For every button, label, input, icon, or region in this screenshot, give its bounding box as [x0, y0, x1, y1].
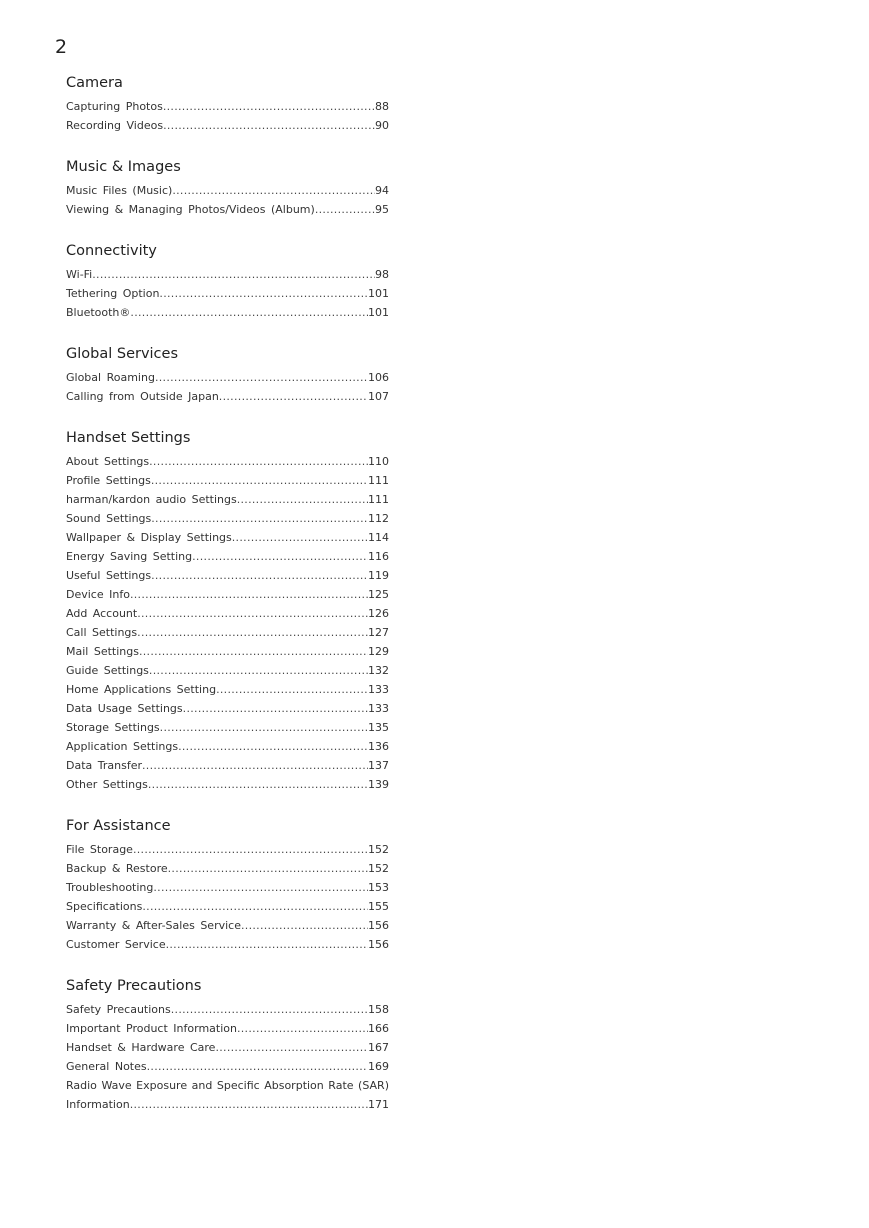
toc-section	[66, 157, 389, 219]
toc-entry[interactable]	[66, 756, 389, 775]
dot-leader	[130, 303, 368, 322]
dot-leader	[159, 284, 368, 303]
dot-leader	[168, 859, 368, 878]
section-heading: Handset Settings	[66, 430, 191, 446]
section-heading: Connectivity	[66, 243, 157, 259]
toc-entry-title: Home Applications Setting	[66, 683, 217, 696]
dot-leader	[216, 680, 368, 699]
page-number: 2	[55, 36, 68, 58]
dot-leader	[142, 897, 368, 916]
dot-leader	[166, 935, 368, 954]
toc-entry-page-number: 156	[368, 919, 389, 932]
toc-entry-page-number: 95	[375, 203, 389, 216]
toc-entry-page-number: 112	[368, 512, 389, 525]
toc-entry-page-number: 156	[368, 938, 389, 951]
toc-entry-page-number: 110	[368, 455, 389, 468]
toc-entry-page-number: 158	[368, 1003, 389, 1016]
toc-entry-title: Bluetooth®	[66, 306, 131, 319]
toc-entry[interactable]	[66, 1095, 389, 1114]
toc-entry[interactable]	[66, 585, 389, 604]
toc-entry-page-number: 111	[368, 474, 389, 487]
toc-entry-title: Troubleshooting	[66, 881, 154, 894]
toc-entry-page-number: 136	[368, 740, 389, 753]
dot-leader	[237, 490, 368, 509]
toc-entry[interactable]	[66, 368, 389, 387]
toc-entry[interactable]	[66, 490, 389, 509]
toc-entry-title: Energy Saving Setting	[66, 550, 193, 563]
toc-entry-page-number: 127	[368, 626, 389, 639]
toc-entry-title: File Storage	[66, 843, 133, 856]
toc-entry-title: Mail Settings	[66, 645, 139, 658]
toc-entry-title: Useful Settings	[66, 569, 152, 582]
toc-entry[interactable]	[66, 200, 389, 219]
toc-entry[interactable]	[66, 452, 389, 471]
toc-section	[66, 428, 389, 794]
dot-leader	[137, 604, 368, 623]
dot-leader	[160, 718, 368, 737]
dot-leader	[149, 661, 368, 680]
toc-entry-page-number: 111	[368, 493, 389, 506]
toc-entry-title: Profile Settings	[66, 474, 151, 487]
toc-entry-page-number: 101	[368, 306, 389, 319]
toc-entry-title: Important Product Information	[66, 1022, 237, 1035]
toc-entry-page-number: 155	[368, 900, 389, 913]
dot-leader	[153, 878, 368, 897]
toc-entry-page-number: 132	[368, 664, 389, 677]
toc-entry[interactable]	[66, 642, 389, 661]
toc-entry[interactable]	[66, 284, 389, 303]
section-heading: Camera	[66, 75, 123, 91]
toc-section	[66, 73, 389, 135]
section-heading: Music & Images	[66, 159, 181, 175]
dot-leader	[237, 1019, 368, 1038]
toc-entry[interactable]	[66, 181, 389, 200]
toc-entry[interactable]	[66, 623, 389, 642]
toc-entry-title: Information	[66, 1098, 130, 1111]
toc-entry[interactable]	[66, 1057, 389, 1076]
toc-entry-page-number: 153	[368, 881, 389, 894]
toc-entry[interactable]	[66, 859, 389, 878]
section-heading: Safety Precautions	[66, 978, 202, 994]
toc-entry-title: About Settings	[66, 455, 150, 468]
section-heading: For Assistance	[66, 818, 171, 834]
toc-entry-title: Warranty & After-Sales Service	[66, 919, 241, 932]
toc-entry[interactable]	[66, 1019, 389, 1038]
toc-section	[66, 241, 389, 322]
toc-entry-title: Application Settings	[66, 740, 179, 753]
dot-leader	[92, 265, 375, 284]
toc-entry-title: Other Settings	[66, 778, 148, 791]
table-of-contents	[66, 73, 389, 1114]
toc-entry-title: harman/kardon audio Settings	[66, 493, 237, 506]
dot-leader	[219, 387, 368, 406]
toc-entry[interactable]	[66, 897, 389, 916]
toc-entry-title: Sound Settings	[66, 512, 152, 525]
toc-entry-page-number: 167	[368, 1041, 389, 1054]
toc-entry-page-number: 166	[368, 1022, 389, 1035]
toc-entry[interactable]	[66, 840, 389, 859]
dot-leader	[151, 471, 368, 490]
dot-leader	[142, 756, 368, 775]
dot-leader	[151, 509, 368, 528]
dot-leader	[171, 1000, 368, 1019]
toc-entry-title: Handset & Hardware Care	[66, 1041, 216, 1054]
dot-leader	[163, 97, 375, 116]
toc-entry-page-number: 88	[375, 100, 389, 113]
toc-entry[interactable]	[66, 775, 389, 794]
dot-leader	[151, 566, 368, 585]
toc-entry-page-number: 129	[368, 645, 389, 658]
toc-entry[interactable]	[66, 528, 389, 547]
dot-leader	[133, 840, 368, 859]
toc-entry-page-number: 133	[368, 702, 389, 715]
dot-leader	[178, 737, 368, 756]
toc-entry-page-number: 114	[368, 531, 389, 544]
toc-entry[interactable]	[66, 566, 389, 585]
toc-entry-title: General Notes	[66, 1060, 147, 1073]
toc-entry[interactable]	[66, 878, 389, 897]
toc-entry-title: Data Transfer	[66, 759, 142, 772]
dot-leader	[183, 699, 368, 718]
toc-entry[interactable]	[66, 265, 389, 284]
dot-leader	[137, 623, 368, 642]
toc-entry-title: Customer Service	[66, 938, 166, 951]
toc-entry[interactable]	[66, 935, 389, 954]
toc-entry[interactable]	[66, 116, 389, 135]
toc-entry-title: Viewing & Managing Photos/Videos (Album)	[66, 203, 315, 216]
dot-leader	[172, 181, 375, 200]
toc-entry-title: Global Roaming	[66, 371, 155, 384]
dot-leader	[148, 775, 368, 794]
toc-entry[interactable]	[66, 387, 389, 406]
toc-entry-title: Wi-Fi	[66, 268, 93, 281]
toc-entry-page-number: 116	[368, 550, 389, 563]
toc-entry-title: Calling from Outside Japan	[66, 390, 219, 403]
toc-entry-title: Capturing Photos	[66, 100, 163, 113]
toc-entry-title: Add Account	[66, 607, 138, 620]
dot-leader	[139, 642, 368, 661]
toc-entry-title: Data Usage Settings	[66, 702, 183, 715]
toc-entry-title: Specifications	[66, 900, 143, 913]
toc-entry-title: Tethering Option	[66, 287, 160, 300]
toc-entry[interactable]	[66, 916, 389, 935]
toc-entry-title: Device Info	[66, 588, 130, 601]
toc-entry-page-number: 125	[368, 588, 389, 601]
toc-entry-page-number: 126	[368, 607, 389, 620]
toc-section	[66, 976, 389, 1114]
dot-leader	[130, 585, 368, 604]
toc-entry[interactable]	[66, 680, 389, 699]
toc-entry[interactable]	[66, 509, 389, 528]
toc-entry-page-number: 94	[375, 184, 389, 197]
toc-entry[interactable]	[66, 97, 389, 116]
dot-leader	[163, 116, 375, 135]
dot-leader	[215, 1038, 368, 1057]
toc-entry-title-line: Radio Wave Exposure and Specific Absorption Rate (SAR)	[66, 1079, 389, 1092]
toc-entry-title: Wallpaper & Display Settings	[66, 531, 232, 544]
toc-entry-page-number: 133	[368, 683, 389, 696]
toc-entry-page-number: 171	[368, 1098, 389, 1111]
toc-entry-page-number: 101	[368, 287, 389, 300]
toc-section	[66, 816, 389, 954]
toc-entry[interactable]	[66, 699, 389, 718]
toc-entry[interactable]	[66, 1038, 389, 1057]
section-heading: Global Services	[66, 346, 179, 362]
toc-entry[interactable]	[66, 1000, 389, 1019]
toc-entry-title: Storage Settings	[66, 721, 160, 734]
toc-entry[interactable]	[66, 303, 389, 322]
toc-entry-page-number: 106	[368, 371, 389, 384]
toc-entry-title: Safety Precautions	[66, 1003, 171, 1016]
dot-leader	[147, 1057, 368, 1076]
toc-entry-page-number: 139	[368, 778, 389, 791]
toc-entry-title: Backup & Restore	[66, 862, 168, 875]
toc-entry-title: Recording Videos	[66, 119, 164, 132]
toc-entry-page-number: 169	[368, 1060, 389, 1073]
dot-leader	[155, 368, 368, 387]
toc-entry-page-number: 152	[368, 862, 389, 875]
toc-entry[interactable]	[66, 604, 389, 623]
toc-entry[interactable]	[66, 471, 389, 490]
dot-leader	[130, 1095, 368, 1114]
dot-leader	[315, 200, 375, 219]
toc-section	[66, 344, 389, 406]
toc-entry[interactable]	[66, 547, 389, 566]
toc-entry[interactable]	[66, 737, 389, 756]
toc-entry-title: Call Settings	[66, 626, 138, 639]
toc-entry-page-number: 137	[368, 759, 389, 772]
toc-entry-title: Music Files (Music)	[66, 184, 173, 197]
toc-entry-page-number: 90	[375, 119, 389, 132]
dot-leader	[192, 547, 368, 566]
toc-entry-page-number: 107	[368, 390, 389, 403]
toc-entry[interactable]	[66, 718, 389, 737]
toc-entry-page-number: 119	[368, 569, 389, 582]
dot-leader	[241, 916, 368, 935]
toc-entry-title: Guide Settings	[66, 664, 149, 677]
dot-leader	[232, 528, 368, 547]
toc-entry[interactable]	[66, 661, 389, 680]
dot-leader	[149, 452, 368, 471]
toc-entry-page-number: 152	[368, 843, 389, 856]
toc-entry-page-number: 98	[375, 268, 389, 281]
toc-entry-page-number: 135	[368, 721, 389, 734]
